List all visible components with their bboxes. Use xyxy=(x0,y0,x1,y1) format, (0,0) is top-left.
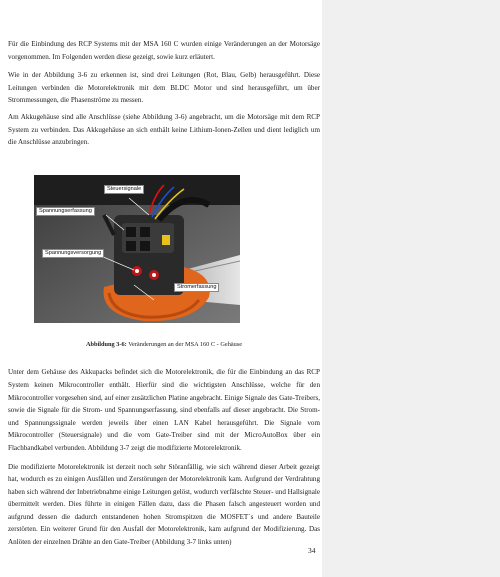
caption-text: Veränderungen an der MSA 160 C - Gehäuse xyxy=(126,340,243,348)
page-content xyxy=(8,38,320,549)
paragraph-4: Unter dem Gehäuse des Akkupacks befindet sich die Motorelektronik, die für die Einbindung an das RCP System keinen Mikrocontroller enthält. Hierfür sind die wichtigsten Anschlüsse, welche für den Mikrocontroller vorgesehen sind, auf einer zusätzlichen Platine angebracht. Einige Signale des Gate-Treibers, sowie die Signale für die Strom- und Spannungserfassung, sind ebenfalls auf dieser angebracht. Die Strom- und Spannungssignale werden jeweils über einen LAN Kabel herausgeführt. Die Signale vom Mikrocontroller (Steuersignale) und die vom Gate-Treiber sind mit der MicroAutoBox über ein Flachbandkabel verbunden. Abbildung 3-7 zeigt die modifizierte Motorelektronik. xyxy=(8,368,320,452)
label-spannungsversorgung: Spannungsversorgung xyxy=(42,249,104,258)
page-number: 34 xyxy=(308,546,316,555)
caption-label: Abbildung 3-6: xyxy=(85,340,127,348)
paragraph-3: Am Akkugehäuse sind alle Anschlüsse (siehe Abbildung 3-6) angebracht, um die Motorsäge mit dem RCP System zu verbinden. Das Akkugehäuse an sich enthält keine Lithium-Ionen-Zellen und dient lediglich um die Anschlüsse anzubringen. xyxy=(8,112,320,147)
label-stromerfassung: Stromerfassung xyxy=(174,283,219,292)
label-steuersignale: Steuersignale xyxy=(104,185,144,194)
paragraph-2: Wie in der Abbildung 3-6 zu erkennen ist, sind drei Leitungen (Rot, Blau, Gelb) herausgeführt. Diese Leitungen verbinden die Motorelektronik mit dem BLDC Motor und sind herausgeführt, um über Strommessungen, die Phasenströme zu messen. xyxy=(8,71,320,105)
label-spannungserfassung: Spannungserfassung xyxy=(36,207,95,216)
figure-photo xyxy=(34,175,240,323)
figure-caption xyxy=(8,339,320,352)
paragraph-1: Für die Einbindung des RCP Systems mit der MSA 160 C wurden einige Veränderungen an der Motorsäge vorgenommen. Im Folgenden werden diese gezeigt, sowie kurz erläutert. xyxy=(8,40,320,61)
viewer-background xyxy=(322,0,500,577)
paragraph-5: Die modifizierte Motorelektronik ist derzeit noch sehr Störanfällig, wie sich während dieser Arbeit gezeigt hat, wodurch es zu einigen Ausfällen und Zerstörungen der Motorelektronik kam. Aufgrund der Verdrahtung haben sich während der Inbetriebnahme einige Leitungen gelöst, wodurch verfälschte Steuer- und Hallsignale übermittelt werden. Dies führte in einigen Fällen dazu, dass die Phasen falsch angesteuert worden und aufgrund dessen die dadurch entstandenen hohen Stromspitzen die MOSFET´s und andere Bauteile zerstörten. Ein weiterer Grund für den Ausfall der Motorelektronik, kam aufgrund der Modifizierung. Das Anlöten der einzelnen Drähte an den Gate-Treiber (Abbildung 3-7 links unten) xyxy=(8,462,320,547)
